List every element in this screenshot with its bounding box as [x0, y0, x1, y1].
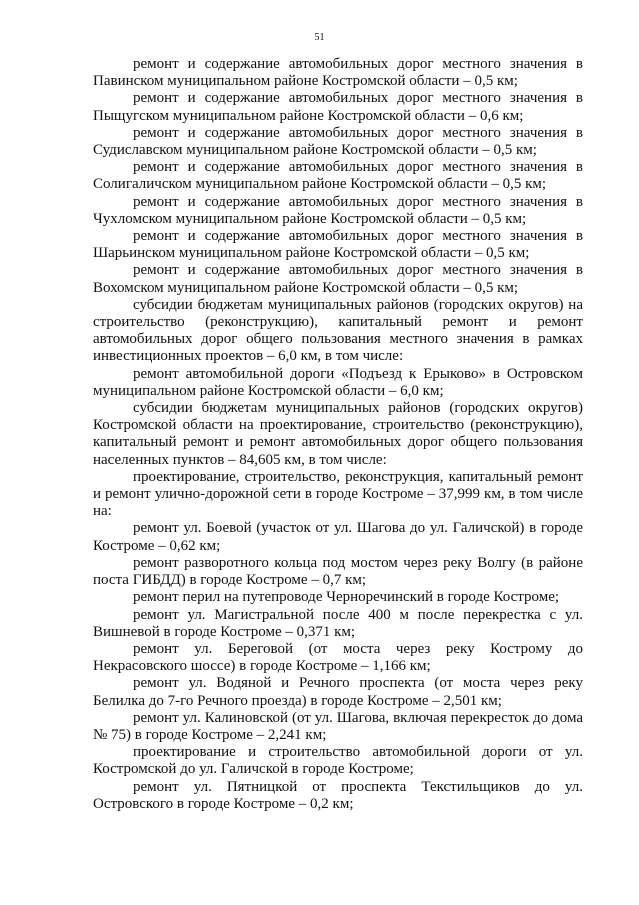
paragraph-10: субсидии бюджетам муниципальных районов (городских округов) Костромской области на проектирование, строительство (реконструкцию), капитальный ремонт и ремонт автомобильных дорог общего пользования населенных пунктов – 84,605 км, в том числе:: [93, 400, 583, 468]
document-body: [93, 56, 583, 813]
paragraph-8: субсидии бюджетам муниципальных районов (городских округов) на строительство (реконструкцию), капитальный ремонт и ремонт автомобильных дорог общего пользования местного значения в рамках инвестиционных проектов – 6,0 км, в том числе:: [93, 296, 583, 365]
paragraph-5: ремонт и содержание автомобильных дорог местного значения в Чухломском муниципальном районе Костромской области – 0,5 км;: [93, 193, 583, 227]
paragraph-2: ремонт и содержание автомобильных дорог местного значения в Пыщугском муниципальном районе Костромской области – 0,6 км;: [93, 90, 583, 124]
paragraph-6: ремонт и содержание автомобильных дорог местного значения в Шарьинском муниципальном районе Костромской области – 0,5 км;: [93, 228, 583, 262]
paragraph-13: ремонт разворотного кольца под мостом через реку Волгу (в районе поста ГИБДД) в городе Костроме – 0,7 км;: [93, 554, 583, 589]
paragraph-11: проектирование, строительство, реконструкция, капитальный ремонт и ремонт улично-дорожной сети в городе Костроме – 37,999 км, в том числе на:: [93, 468, 583, 520]
paragraph-20: ремонт ул. Пятницкой от проспекта Текстильщиков до ул. Островского в городе Костроме – 0,2 км;: [93, 778, 583, 812]
paragraph-9: ремонт автомобильной дороги «Подъезд к Ерыково» в Островском муниципальном районе Костромской области – 6,0 км;: [93, 365, 583, 399]
paragraph-19: проектирование и строительство автомобильной дороги от ул. Костромской до ул. Галичской в городе Костроме;: [93, 744, 583, 778]
paragraph-18: ремонт ул. Калиновской (от ул. Шагова, включая перекресток до дома № 75) в городе Костроме – 2,241 км;: [93, 709, 583, 743]
paragraph-7: ремонт и содержание автомобильных дорог местного значения в Вохомском муниципальном районе Костромской области – 0,5 км;: [93, 262, 583, 296]
paragraph-16: ремонт ул. Береговой (от моста через реку Кострому до Некрасовского шоссе) в городе Костроме – 1,166 км;: [93, 640, 583, 675]
paragraph-17: ремонт ул. Водяной и Речного проспекта (от моста через реку Белилка до 7-го Речного проезда) в городе Костроме – 2,501 км;: [93, 675, 583, 709]
paragraph-3: ремонт и содержание автомобильных дорог местного значения в Судиславском муниципальном районе Костромской области – 0,5 км;: [93, 124, 583, 159]
paragraph-4: ремонт и содержание автомобильных дорог местного значения в Солигаличском муниципальном районе Костромской области – 0,5 км;: [93, 159, 583, 193]
page-number: 51: [314, 32, 325, 43]
paragraph-14: ремонт перил на путепроводе Черноречинский в городе Костроме;: [133, 589, 560, 606]
paragraph-1: ремонт и содержание автомобильных дорог местного значения в Павинском муниципальном районе Костромской области – 0,5 км;: [93, 56, 583, 90]
paragraph-15: ремонт ул. Магистральной после 400 м после перекрестка с ул. Вишневой в городе Костроме – 0,371 км;: [93, 606, 583, 640]
paragraph-12: ремонт ул. Боевой (участок от ул. Шагова до ул. Галичской) в городе Костроме – 0,62 км;: [93, 520, 583, 554]
